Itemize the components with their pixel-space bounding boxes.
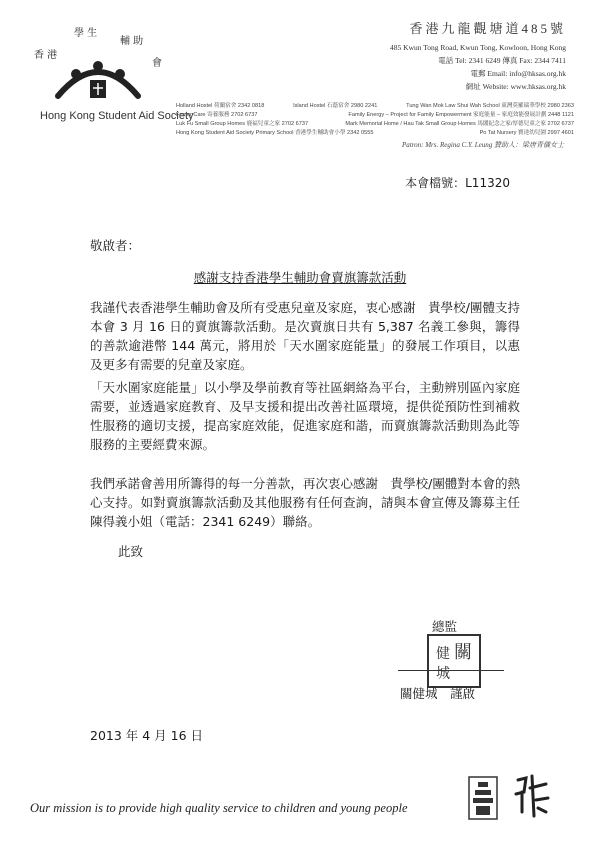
signature-line: [398, 670, 504, 671]
svg-text:香 港: 香 港: [34, 50, 58, 61]
branch-item: Luk Fu Small Group Homes 鹿福兒童之家 2702 6737: [176, 121, 309, 127]
reference-number: 本會檔號：L11320: [405, 176, 510, 190]
patron-line: Patron: Mrs. Regina C.Y. Leung 贊助人：梁唐青儀女士: [401, 141, 564, 149]
branch-item: Family Energy – Project for Family Empowerment 家庭能量 – 家庭效能發展計劃 2448 1121: [348, 112, 574, 118]
branch-item: Tung Wan Mok Law Shui Wah School 東灣莫羅瑞華學校 2980 2363: [406, 103, 574, 109]
address-en: 485 Kwun Tong Road, Kwun Tong, Kowloon, Hong Kong: [390, 43, 566, 52]
branch-row: [176, 102, 574, 111]
closing: 此致: [118, 544, 144, 559]
svg-text:學 生: 學 生: [74, 28, 98, 39]
letter-subject: 感謝支持香港學生輔助會賣旗籌款活動: [193, 270, 407, 285]
address-zh: 香港九龍觀塘道485號: [409, 21, 566, 36]
body-paragraph-2: 「天水圍家庭能量」以小學及學前教育等社區網絡為平台，主動辨別區內家庭需要，並透過家庭教育、及早支援和提出改善社區環境，提供從預防性到補救性服務的適切支援，提高家庭效能，促進家庭和諧，而賣旗籌款活動則為此等服務的主要經費來源。: [90, 380, 520, 452]
svg-text:關: 關: [454, 642, 472, 663]
letter-date: 2013 年 4 月 16 日: [90, 728, 204, 743]
mission-statement: Our mission is to provide high quality service to children and young people: [30, 801, 408, 815]
salutation: 敬啟者：: [90, 238, 141, 253]
calligraphy-mark-icon: [512, 772, 552, 820]
branch-item: Holland Hostel 荷蘭宿舍 2342 0818: [176, 103, 265, 109]
branch-list: [176, 102, 574, 138]
email: 電郵 Email: info@hksas.org.hk: [470, 69, 566, 78]
svg-text:健: 健: [436, 646, 450, 662]
svg-text:輔 助: 輔 助: [120, 36, 144, 47]
body-paragraph-3: 我們承諾會善用所籌得的每一分善款，再次衷心感謝 貴學校/團體對本會的熱心支持。如對賣旗籌款活動及其他服務有任何查詢，請與本會宣傳及籌募主任陳得義小姐（電話：2341 6249）聯絡。: [90, 476, 520, 529]
body-paragraph-1: 我謹代表香港學生輔助會及所有受惠兒童及家庭，衷心感謝 貴學校/團體支持本會 3 月 16 日的賣旗籌款活動。是次賣旗日共有 5,387 名義工參與，籌得的善款逾港幣 144 萬元，將用於「天水圍家庭能量」的發展工作項目，以惠及更多有需要的兒童及家庭。: [90, 300, 520, 372]
branch-item: Po Tat Nursery 寶達幼兒園 2997 4601: [479, 130, 574, 136]
website: 網址 Website: www.hksas.org.hk: [465, 82, 566, 91]
letterhead-address: [390, 18, 566, 93]
tel-fax: 電話 Tel: 2341 6249 傳真 Fax: 2344 7411: [438, 56, 566, 65]
branch-item: Foster Care 寄養服務 2702 6737: [176, 112, 258, 118]
signature-seal: [425, 632, 483, 690]
branch-item: Island Hostel 石蔭宿舍 2980 2241: [293, 103, 378, 109]
org-name-en: Hong Kong Student Aid Society: [40, 110, 194, 122]
branch-item: Hong Kong Student Aid Society Primary School 香港學生輔助會小學 2342 0555: [176, 130, 374, 136]
svg-text:會: 會: [152, 58, 162, 69]
branch-item: Mark Memorial Home / Hau Tak Small Group Homes 馬閣紀念之家/厚德兒童之家 2702 6737: [345, 121, 574, 127]
signer-name: 關健城 謹啟: [400, 686, 476, 701]
branch-row: [176, 129, 574, 138]
signer-title: 總監: [432, 619, 458, 634]
svg-text:城: 城: [436, 666, 450, 682]
branch-row: [176, 120, 574, 129]
branch-row: [176, 111, 574, 120]
pagoda-icon: [468, 776, 498, 820]
